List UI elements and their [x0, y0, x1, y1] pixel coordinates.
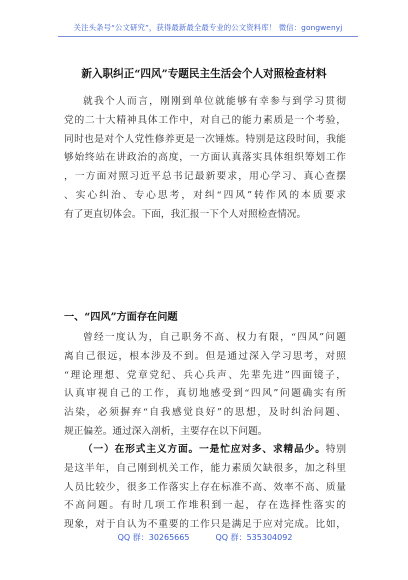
qq-group-label: QQ 群： — [117, 533, 149, 542]
qq-group-label: QQ 群： — [215, 533, 247, 542]
paragraph-line: 是这半年，自己刚到机关工作，能力素质欠缺很多，加之科里 — [64, 462, 346, 474]
paragraph-line: 就我个人而言，刚刚到单位就能够有幸参与到学习贯彻 — [83, 96, 346, 107]
paragraph-line: ，一方面对照习近平总书记最新要求，用心学习、真心查摆 — [64, 171, 346, 183]
paragraph-line: 党的二十大精神具体工作中，对自己的能力素质是一个考验， — [64, 114, 346, 126]
section-one-paragraph — [64, 329, 346, 442]
intro-paragraph — [64, 93, 346, 225]
paragraph-line: 不高问题。有时几项工作堆积到一起，存在选择性落实的 — [64, 500, 346, 512]
paragraph-line: “理论理想、党章党纪、兵心兵声、先辈先进”四面镜子， — [64, 369, 346, 381]
paragraph-line: 人员比较少，很多工作落实上存在标准不高、效率不高、质量 — [64, 481, 346, 493]
subsection-lead: （一）在形式主义方面。一是忙应对多、求精品少。 — [83, 444, 326, 455]
subsection-paragraph — [64, 441, 346, 535]
qq-group-number: 535304092 — [246, 533, 293, 542]
section-heading: 一、“四风”方面存在问题 — [64, 311, 178, 323]
footer-contact — [100, 532, 310, 543]
paragraph-line: 有了更直切体会。下面，我汇报一下个人对照检查情况。 — [64, 208, 307, 220]
header-banner: 关注头条号“公文研究”，获得最新最全最专业的公文资料库！ 微信：gongwenyj — [73, 23, 343, 32]
paragraph-line: 规正偏差。通过深入剖析，主要存在以下问题。 — [64, 425, 268, 437]
header-divider — [58, 36, 358, 37]
paragraph-line: 、实心纠治、专心思考，对纠“四风”转作风的本质要求 — [64, 189, 346, 201]
paragraph-line: 沾染，必须摒弃“自我感觉良好”的思想，及时纠治问题、 — [64, 407, 346, 419]
paragraph-line: 同时也是对个人党性修养更是一次锤炼。特别是这段时间，我能 — [64, 133, 346, 145]
paragraph-line: 离自己很远，根本涉及不到。但是通过深入学习思考，对照 — [64, 350, 346, 362]
qq-group-number: 30265665 — [148, 533, 190, 542]
paragraph-line: 认真审视自己的工作，真切地感受到“四风”问题确实有所 — [64, 388, 346, 400]
paragraph-line: 现象，对于自认为不重要的工作只是满足于应对完成。比如， — [64, 519, 346, 531]
document-title: 新入职纠正“四风”专题民主生活会个人对照检查材料 — [81, 68, 327, 80]
paragraph-line: 够始终站在讲政治的高度，一方面认真落实具体组织筹划工作 — [64, 152, 346, 164]
subsection-lead-line — [64, 441, 346, 460]
subsection-lead-tail: 特别 — [325, 444, 346, 455]
paragraph-line: 曾经一度认为，自己职务不高、权力有限，“四风”问题 — [83, 332, 346, 343]
